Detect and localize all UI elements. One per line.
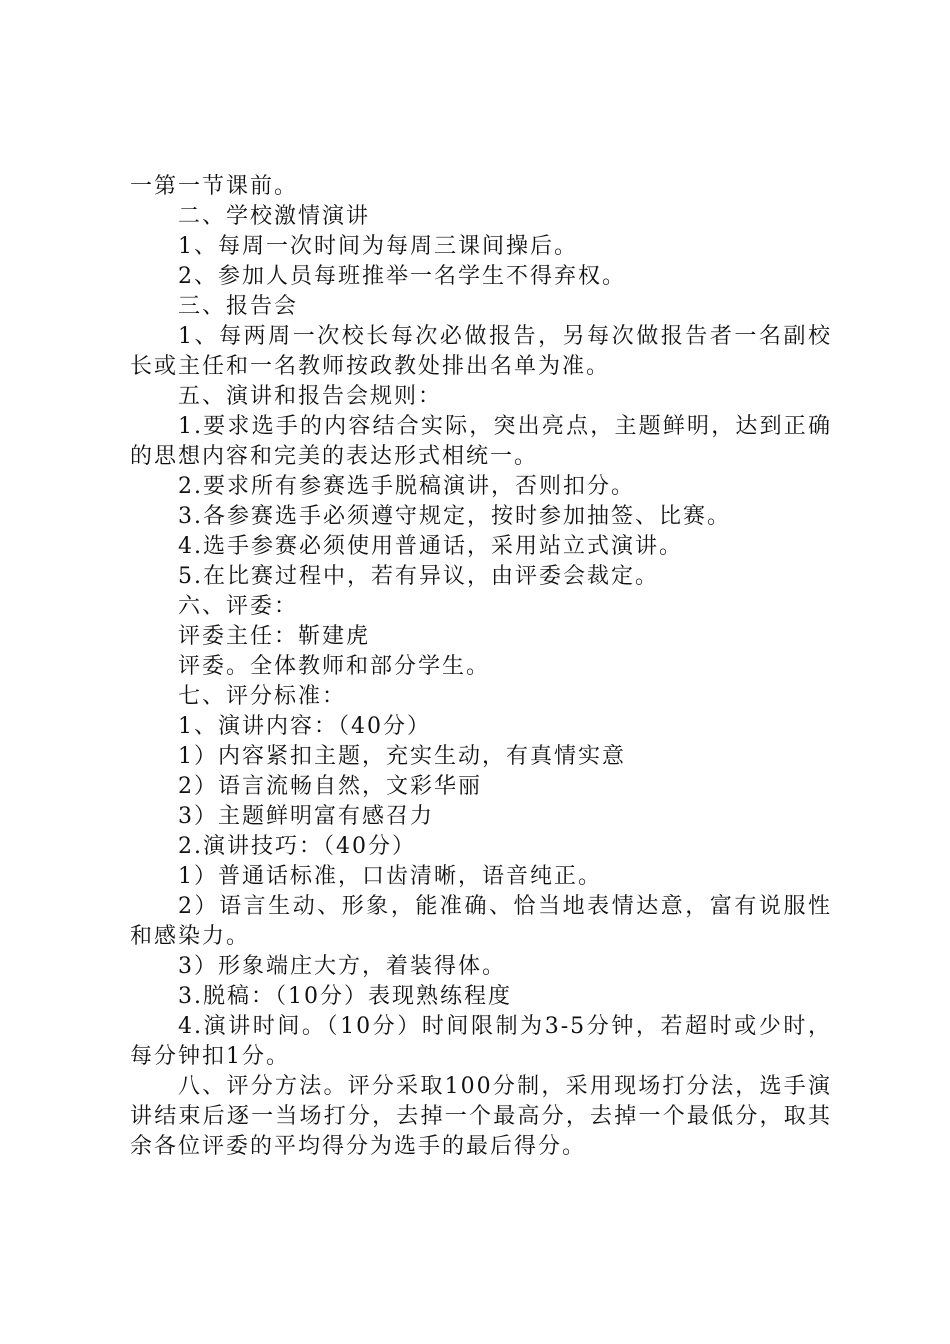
text-line: 3.各参赛选手必须遵守规定，按时参加抽签、比赛。 bbox=[178, 504, 731, 529]
paragraph-report-schedule: 1、每两周一次校长每次必做报告，另每次做报告者一名副校长或主任和一名教师按政教处排出名单为准。 bbox=[130, 324, 832, 379]
text-line: 2、参加人员每班推举一名学生不得弃权。 bbox=[178, 264, 626, 289]
section-heading-speech: 二、学校激情演讲 bbox=[178, 204, 371, 229]
text-line: 一第一节课前。 bbox=[130, 174, 299, 199]
text-line: 4.选手参赛必须使用普通话，采用站立式演讲。 bbox=[178, 534, 683, 559]
text-line: 1、每周一次时间为每周三课间操后。 bbox=[178, 234, 578, 259]
text-line: 3）形象端庄大方，着装得体。 bbox=[178, 954, 506, 979]
text-line: 2.演讲技巧：（40分） bbox=[178, 834, 416, 859]
text-line: 3）主题鲜明富有感召力 bbox=[178, 804, 434, 829]
paragraph-language: 2）语言生动、形象，能准确、恰当地表情达意，富有说服性和感染力。 bbox=[130, 894, 832, 949]
paragraph-scoring-method: 八、评分方法。评分采取100分制，采用现场打分法，选手演讲结束后逐一当场打分，去掉一个最高分，去掉一个最低分，取其余各位评委的平均得分为选手的最后得分。 bbox=[130, 1074, 832, 1159]
text-line: 1）普通话标准，口齿清晰，语音纯正。 bbox=[178, 864, 602, 889]
document-page bbox=[130, 172, 832, 1162]
section-heading-criteria: 七、评分标准： bbox=[178, 684, 347, 709]
section-heading-judges: 六、评委： bbox=[178, 594, 299, 619]
text-line: 1）内容紧扣主题，充实生动，有真情实意 bbox=[178, 744, 626, 769]
section-heading-rules: 五、演讲和报告会规则： bbox=[178, 384, 443, 409]
paragraph-rule-1: 1.要求选手的内容结合实际，突出亮点，主题鲜明，达到正确的思想内容和完美的表达形式相统一。 bbox=[130, 414, 832, 469]
section-heading-report: 三、报告会 bbox=[178, 294, 299, 319]
text-line: 5.在比赛过程中，若有异议，由评委会裁定。 bbox=[178, 564, 659, 589]
text-line: 3.脱稿：（10分）表现熟练程度 bbox=[178, 984, 512, 1009]
paragraph-time-limit: 4.演讲时间。（10分）时间限制为3-5分钟，若超时或少时，每分钟扣1分。 bbox=[130, 1014, 832, 1069]
text-line: 评委。全体教师和部分学生。 bbox=[178, 654, 491, 679]
text-line: 2.要求所有参赛选手脱稿演讲，否则扣分。 bbox=[178, 474, 635, 499]
text-line: 1、演讲内容：（40分） bbox=[178, 714, 431, 739]
text-line: 2）语言流畅自然，文彩华丽 bbox=[178, 774, 482, 799]
text-line: 评委主任：靳建虎 bbox=[178, 624, 371, 649]
